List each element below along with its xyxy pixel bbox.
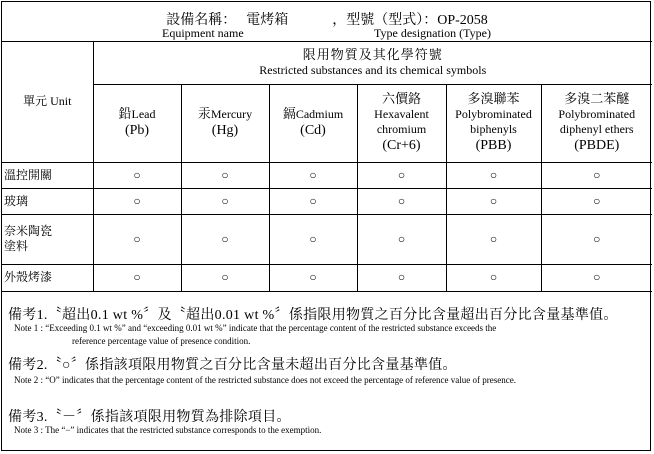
note-1-en: Note 1 : “Exceeding 0.1 wt %” and “exceeding 0.01 wt %” indicate that the percentage content of the restricted substance exceeds the: [14, 323, 497, 333]
type-designation-value: OP-2058: [437, 13, 488, 28]
chromium-en1: Hexavalent: [374, 107, 429, 122]
lead-zh: 鉛: [118, 106, 132, 122]
presence-mark: ○: [357, 188, 446, 214]
type-label-en: Type designation (Type): [374, 26, 491, 40]
presence-mark: ○: [269, 214, 357, 264]
substance-header-pbb: [446, 84, 541, 162]
substance-header-lead: [93, 84, 181, 162]
restricted-substances-table: [2, 41, 652, 292]
presence-mark: ○: [181, 188, 269, 214]
equipment-name-value: 電烤箱: [246, 13, 289, 28]
presence-mark: ○: [446, 162, 541, 188]
presence-mark: ○: [93, 188, 181, 214]
table-row: [2, 162, 652, 188]
presence-mark: ○: [541, 188, 652, 214]
presence-mark: ○: [181, 162, 269, 188]
cadmium-zh: 鎘: [282, 106, 296, 122]
type-label-zh: ，型號（型式）：: [332, 13, 438, 28]
presence-mark: ○: [357, 214, 446, 264]
mercury-symbol: (Hg): [211, 123, 239, 139]
mercury-zh: 汞: [197, 106, 211, 122]
equipment-label-zh: 設備名稱：: [166, 13, 237, 28]
presence-mark: ○: [446, 264, 541, 291]
substance-header-pbde: [541, 84, 652, 162]
pbde-en2: diphenyl ethers: [559, 122, 634, 137]
presence-mark: ○: [93, 264, 181, 291]
substance-header-chromium: [357, 84, 446, 162]
presence-mark: ○: [446, 214, 541, 264]
cadmium-symbol: (Cd): [300, 123, 326, 139]
rohs-declaration-document: [1, 1, 651, 451]
pbb-en2: biphenyls: [470, 122, 517, 137]
substance-header-mercury: [181, 84, 269, 162]
note-2-en: Note 2 : “O” indicates that the percentage content of the restricted substance does not exceed the percentage of reference value of presence.: [14, 375, 517, 385]
pbb-symbol: (PBB): [475, 138, 512, 154]
document-header: [2, 2, 652, 42]
unit-label: 單元 Unit: [23, 93, 72, 108]
presence-mark: ○: [181, 214, 269, 264]
header-chinese-line: [2, 9, 652, 29]
presence-mark: ○: [93, 214, 181, 264]
lead-en: Lead: [131, 107, 156, 122]
chromium-zh: 六價鉻: [381, 91, 421, 107]
table-row: [2, 264, 652, 291]
presence-mark: ○: [357, 162, 446, 188]
presence-mark: ○: [93, 162, 181, 188]
restricted-header-zh: 限用物質及其化學符號: [302, 46, 443, 62]
row-label: 玻璃: [2, 188, 93, 214]
presence-mark: ○: [541, 162, 652, 188]
row-label-line1: 奈米陶瓷: [4, 224, 53, 238]
pbde-en1: Polybrominated: [558, 107, 636, 122]
cadmium-en: Cadmium: [295, 107, 344, 122]
substance-header-cadmium: [269, 84, 357, 162]
presence-mark: ○: [541, 214, 652, 264]
restricted-header-en: Restricted substances and its chemical symbols: [259, 62, 487, 77]
pbb-zh: 多溴聯苯: [467, 91, 520, 107]
mercury-en: Mercury: [210, 107, 253, 122]
presence-mark: ○: [269, 188, 357, 214]
row-label-line2: 塗料: [4, 239, 29, 253]
presence-mark: ○: [269, 162, 357, 188]
equipment-label-en: Equipment name: [162, 26, 244, 40]
pbde-symbol: (PBDE): [574, 138, 620, 154]
lead-symbol: (Pb): [124, 123, 150, 139]
note-1-zh: 備考1.〝超出0.1 wt %〞及〝超出0.01 wt %〞係指限用物質之百分比含量超出百分比含量基準值。: [8, 308, 618, 323]
row-label: [2, 214, 93, 264]
presence-mark: ○: [541, 264, 652, 291]
note-3-zh: 備考3.〝－〞係指該項限用物質為排除項目。: [8, 410, 291, 425]
note-1-en-continued: reference percentage value of presence condition.: [72, 336, 251, 346]
table-row: [2, 214, 652, 264]
note-2-zh: 備考2.〝○〞係指該項限用物質之百分比含量未超出百分比含量基準值。: [8, 358, 457, 373]
presence-mark: ○: [446, 188, 541, 214]
chromium-symbol: (Cr+6): [382, 138, 421, 154]
row-label: 溫控開關: [2, 162, 93, 188]
pbb-en1: Polybrominated: [455, 107, 532, 122]
unit-header-cell: [2, 41, 93, 162]
note-3-en: Note 3 : The “−” indicates that the restricted substance corresponds to the exemption.: [14, 425, 322, 435]
presence-mark: ○: [269, 264, 357, 291]
restricted-substances-header: [93, 41, 652, 84]
presence-mark: ○: [181, 264, 269, 291]
chromium-en2: chromium: [376, 122, 427, 137]
table-row: [2, 188, 652, 214]
presence-mark: ○: [357, 264, 446, 291]
pbde-zh: 多溴二苯醚: [564, 91, 630, 107]
row-label: 外殼烤漆: [2, 264, 93, 291]
